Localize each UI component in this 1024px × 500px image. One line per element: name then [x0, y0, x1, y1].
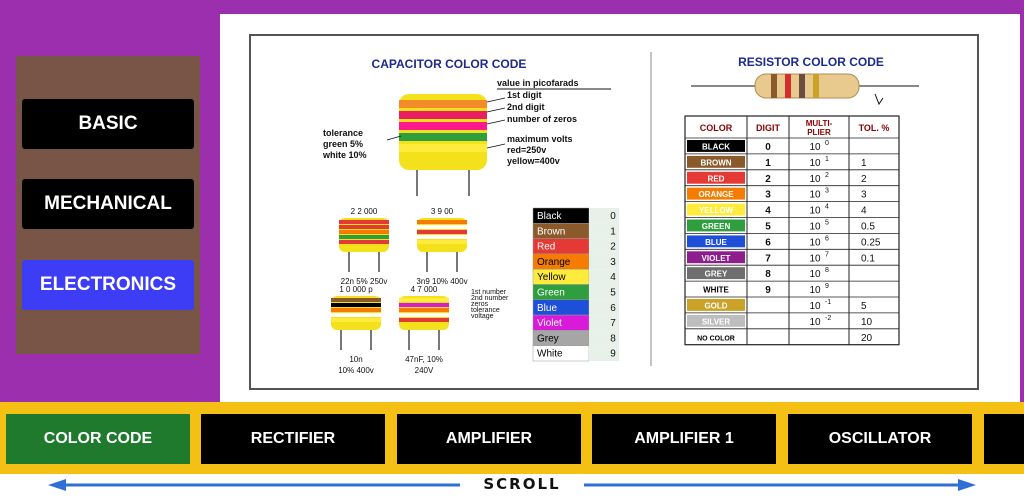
- label-pointer: [387, 136, 401, 140]
- resistor-band: [799, 74, 805, 98]
- capacitor-color-name: Green: [537, 287, 565, 299]
- resistor-digit: 7: [765, 253, 771, 265]
- capacitor-example-band: [399, 318, 449, 322]
- resistor-color-name: SILVER: [701, 317, 731, 327]
- resistor-tolerance: 20: [861, 332, 873, 344]
- resistor-body: [755, 74, 859, 98]
- capacitor-color-name: Violet: [537, 318, 562, 330]
- capacitor-example-band: [417, 240, 467, 244]
- resistor-multiplier-base: 10: [809, 316, 821, 328]
- capacitor-example-band: [339, 220, 389, 224]
- capacitor-color-digit: 4: [610, 272, 616, 284]
- resistor-multiplier-base: 10: [809, 253, 821, 265]
- resistor-band: [785, 74, 791, 98]
- resistor-color-name: RED: [707, 174, 725, 184]
- capacitor-example-band: [331, 303, 381, 307]
- capacitor-example-band: [331, 313, 381, 317]
- resistor-tolerance: 3: [861, 189, 867, 201]
- resistor-multiplier-exponent: 5: [825, 219, 829, 227]
- capacitor-example-band: [399, 298, 449, 302]
- capacitor-example-code: 1 0 000 p: [339, 285, 373, 294]
- capacitor-band: [399, 100, 487, 108]
- resistor-tolerance: 10: [861, 316, 873, 328]
- capacitor-color-digit: 3: [610, 256, 616, 268]
- capacitor-tolerance-white: white 10%: [323, 150, 367, 160]
- capacitor-band: [399, 122, 487, 130]
- capacitor-example-band: [417, 230, 467, 234]
- resistor-multiplier-exponent: 7: [825, 251, 829, 259]
- capacitor-example-label: 22n 5% 250v: [340, 277, 388, 286]
- basic-button[interactable]: BASIC: [22, 99, 194, 149]
- capacitor-example-code: 2 2 000: [350, 207, 378, 216]
- tab-color-code[interactable]: COLOR CODE: [6, 414, 190, 464]
- capacitor-volts-yellow: yellow=400v: [507, 156, 560, 166]
- resistor-tolerance: 0.1: [861, 253, 875, 265]
- capacitor-band-legend-item: tolerance: [471, 307, 500, 314]
- resistor-tolerance: 0.5: [861, 221, 875, 233]
- resistor-digit: 2: [765, 173, 771, 185]
- resistor-color-name: NO COLOR: [697, 335, 735, 343]
- capacitor-color-digit: 9: [610, 348, 616, 360]
- capacitor-example-label: 10n: [349, 355, 363, 364]
- resistor-header-color: COLOR: [699, 123, 733, 133]
- resistor-color-name: ORANGE: [698, 190, 734, 200]
- tab-rectifier[interactable]: RECTIFIER: [201, 414, 385, 464]
- capacitor-color-digit: 1: [610, 226, 616, 238]
- label-pointer: [487, 144, 505, 148]
- resistor-digit: 8: [765, 269, 771, 281]
- resistor-tolerance: 1: [861, 157, 867, 169]
- resistor-multiplier-exponent: 9: [825, 283, 829, 291]
- resistor-digit: 1: [765, 157, 771, 169]
- scroll-indicator: [0, 474, 1024, 500]
- capacitor-example-band: [331, 318, 381, 322]
- label-pointer: [487, 108, 505, 112]
- resistor-tolerance: 5: [861, 301, 867, 312]
- resistor-band: [813, 74, 819, 98]
- resistor-multiplier-exponent: 1: [825, 155, 829, 163]
- resistor-color-name: WHITE: [703, 285, 729, 295]
- scroll-label: SCROLL: [460, 475, 584, 495]
- capacitor-value-label: value in picofarads: [497, 78, 579, 88]
- capacitor-color-name: Red: [537, 241, 556, 253]
- capacitor-example-label: 3n9 10% 400v: [416, 277, 468, 286]
- capacitor-tolerance-green: green 5%: [323, 139, 364, 149]
- color-code-chart-svg: [251, 36, 977, 388]
- capacitor-color-digit: 5: [610, 287, 616, 299]
- capacitor-color-name: Orange: [537, 256, 571, 268]
- resistor-multiplier-exponent: 2: [825, 171, 829, 179]
- resistor-multiplier-exponent: -2: [825, 314, 832, 322]
- capacitor-example-band: [339, 230, 389, 234]
- resistor-digit: 6: [765, 237, 771, 249]
- resistor-header-digit: DIGIT: [756, 123, 780, 133]
- resistor-color-name: GOLD: [704, 301, 728, 311]
- resistor-multiplier-exponent: 6: [825, 235, 829, 243]
- resistor-multiplier-base: 10: [809, 285, 821, 297]
- resistor-multiplier-base: 10: [809, 301, 821, 312]
- capacitor-example-band: [339, 240, 389, 244]
- resistor-multiplier-base: 10: [809, 205, 821, 217]
- resistor-multiplier-base: 10: [809, 142, 821, 153]
- capacitor-color-name: Yellow: [537, 272, 566, 284]
- capacitor-digit1-label: 1st digit: [507, 90, 542, 100]
- capacitor-example-band: [339, 235, 389, 239]
- resistor-tolerance: 0.25: [861, 237, 881, 249]
- capacitor-volts-label: maximum volts: [507, 134, 573, 144]
- capacitor-example-band: [331, 298, 381, 302]
- capacitor-band: [399, 111, 487, 119]
- resistor-multiplier-exponent: 0: [825, 140, 829, 147]
- resistor-multiplier-base: 10: [809, 173, 821, 185]
- tab-oscillator[interactable]: OSCILLATOR: [788, 414, 972, 464]
- capacitor-band: [399, 133, 487, 141]
- resistor-color-name: GREEN: [701, 222, 731, 231]
- tab-amplifier[interactable]: AMPLIFIER: [397, 414, 581, 464]
- capacitor-title: CAPACITOR COLOR CODE: [371, 57, 527, 71]
- capacitor-example-band: [417, 220, 467, 224]
- resistor-tolerance: 2: [861, 173, 867, 185]
- capacitor-example-band: [417, 225, 467, 229]
- resistor-header-tolerance: TOL. %: [858, 123, 890, 133]
- resistor-tolerance: 4: [861, 205, 867, 217]
- resistor-color-name: BLUE: [705, 237, 727, 247]
- resistor-header-plier: PLIER: [807, 128, 831, 137]
- capacitor-example-band: [399, 313, 449, 317]
- capacitor-example-sublabel: 10% 400v: [338, 366, 374, 375]
- capacitor-example-sublabel: 240V: [414, 366, 434, 375]
- resistor-pointer: [875, 94, 883, 104]
- label-pointer: [487, 98, 505, 102]
- resistor-digit: 9: [765, 285, 771, 297]
- capacitor-example-code: 3 9 00: [430, 207, 454, 216]
- content-panel: [220, 14, 1020, 402]
- resistor-multiplier-base: 10: [809, 189, 821, 201]
- capacitor-example-band: [399, 308, 449, 312]
- capacitor-band-legend-item: zeros: [471, 301, 489, 308]
- electronics-button[interactable]: ELECTRONICS: [22, 260, 194, 310]
- resistor-multiplier-base: 10: [809, 269, 821, 281]
- resistor-color-name: GREY: [704, 269, 728, 279]
- resistor-multiplier-exponent: 4: [825, 203, 829, 211]
- resistor-color-name: VIOLET: [701, 253, 731, 263]
- capacitor-example-band: [339, 225, 389, 229]
- resistor-header-multiplier: MULTI-: [805, 119, 833, 128]
- resistor-digit: 5: [765, 221, 771, 233]
- capacitor-example-code: 4 7 000: [410, 285, 438, 294]
- capacitor-tolerance-label: tolerance: [323, 128, 364, 138]
- capacitor-color-name: Blue: [537, 302, 558, 314]
- capacitor-example-band: [399, 303, 449, 307]
- resistor-multiplier-base: 10: [809, 237, 821, 249]
- capacitor-band-legend-item: 2nd number: [471, 295, 509, 302]
- tab-bar[interactable]: [0, 402, 1024, 474]
- capacitor-color-digit: 8: [610, 333, 616, 345]
- resistor-multiplier-exponent: 3: [825, 187, 829, 195]
- capacitor-band-legend-item: voltage: [471, 313, 494, 320]
- capacitor-example-band: [331, 308, 381, 312]
- capacitor-color-digit: 0: [610, 211, 616, 222]
- label-pointer: [487, 120, 505, 124]
- resistor-band: [771, 74, 777, 98]
- category-panel: [16, 56, 200, 354]
- resistor-multiplier-exponent: 8: [825, 267, 829, 275]
- capacitor-color-digit: 6: [610, 302, 616, 314]
- capacitor-zeros-label: number of zeros: [507, 114, 578, 124]
- capacitor-color-digit: 7: [610, 318, 616, 330]
- resistor-multiplier-base: 10: [809, 157, 821, 169]
- capacitor-digit2-label: 2nd digit: [507, 102, 545, 112]
- resistor-digit: 3: [765, 189, 771, 201]
- resistor-digit: 0: [765, 142, 771, 153]
- capacitor-band: [399, 144, 487, 152]
- capacitor-color-name: Grey: [537, 333, 559, 345]
- capacitor-example-label: 47nF, 10%: [405, 355, 443, 364]
- resistor-color-name: BLACK: [702, 142, 730, 152]
- tab-amplifier-1[interactable]: AMPLIFIER 1: [592, 414, 776, 464]
- capacitor-color-name: White: [537, 348, 563, 360]
- capacitor-color-digit: 2: [610, 241, 616, 253]
- resistor-title: RESISTOR COLOR CODE: [738, 55, 884, 69]
- capacitor-color-name: Brown: [537, 226, 566, 238]
- capacitor-band-legend-item: 1st number: [471, 289, 507, 296]
- mechanical-button[interactable]: MECHANICAL: [22, 179, 194, 229]
- tab-next-partial[interactable]: [984, 414, 1024, 464]
- capacitor-color-name: Black: [537, 211, 562, 222]
- resistor-digit: 4: [765, 205, 771, 217]
- capacitor-example-band: [417, 235, 467, 239]
- color-code-chart-image: [249, 34, 979, 390]
- resistor-multiplier-base: 10: [809, 221, 821, 233]
- resistor-color-name: BROWN: [700, 158, 732, 168]
- resistor-multiplier-exponent: -1: [825, 299, 832, 306]
- capacitor-volts-red: red=250v: [507, 145, 547, 155]
- resistor-color-name: YELLOW: [698, 206, 734, 216]
